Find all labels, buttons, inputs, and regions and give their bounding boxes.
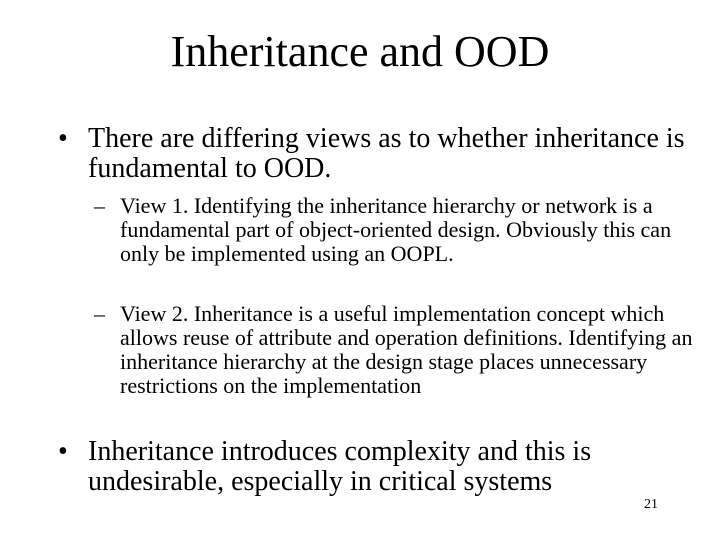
slide-number: 21 xyxy=(644,497,658,512)
bullet-marker: • xyxy=(58,436,68,467)
bullet-marker: • xyxy=(58,123,68,154)
bullet-text: There are differing views as to whether inheritance is fundamental to OOD. xyxy=(88,123,685,184)
sub-bullet-text: View 1. Identifying the inheritance hierarchy or network is a fundamental part of object-oriented design. Obviously this can only be implemented using an OOPL. xyxy=(120,193,672,266)
slide-title: Inheritance and OOD xyxy=(170,27,550,76)
bullet-text: Inheritance introduces complexity and this is undesirable, especially in critical systems xyxy=(88,436,592,497)
sub-bullet-marker: – xyxy=(94,301,105,326)
bullet-item xyxy=(58,124,698,184)
sub-bullet-text: View 2. Inheritance is a useful implementation concept which allows reuse of attribute and operation definitions. Identifying an inheritance hierarchy at the design stage places unnecessary restrictions on the implementation xyxy=(120,301,693,398)
sub-bullet-item xyxy=(94,302,694,398)
bullet-item xyxy=(58,437,698,497)
sub-bullet-marker: – xyxy=(94,193,105,218)
sub-bullet-item xyxy=(94,194,694,266)
